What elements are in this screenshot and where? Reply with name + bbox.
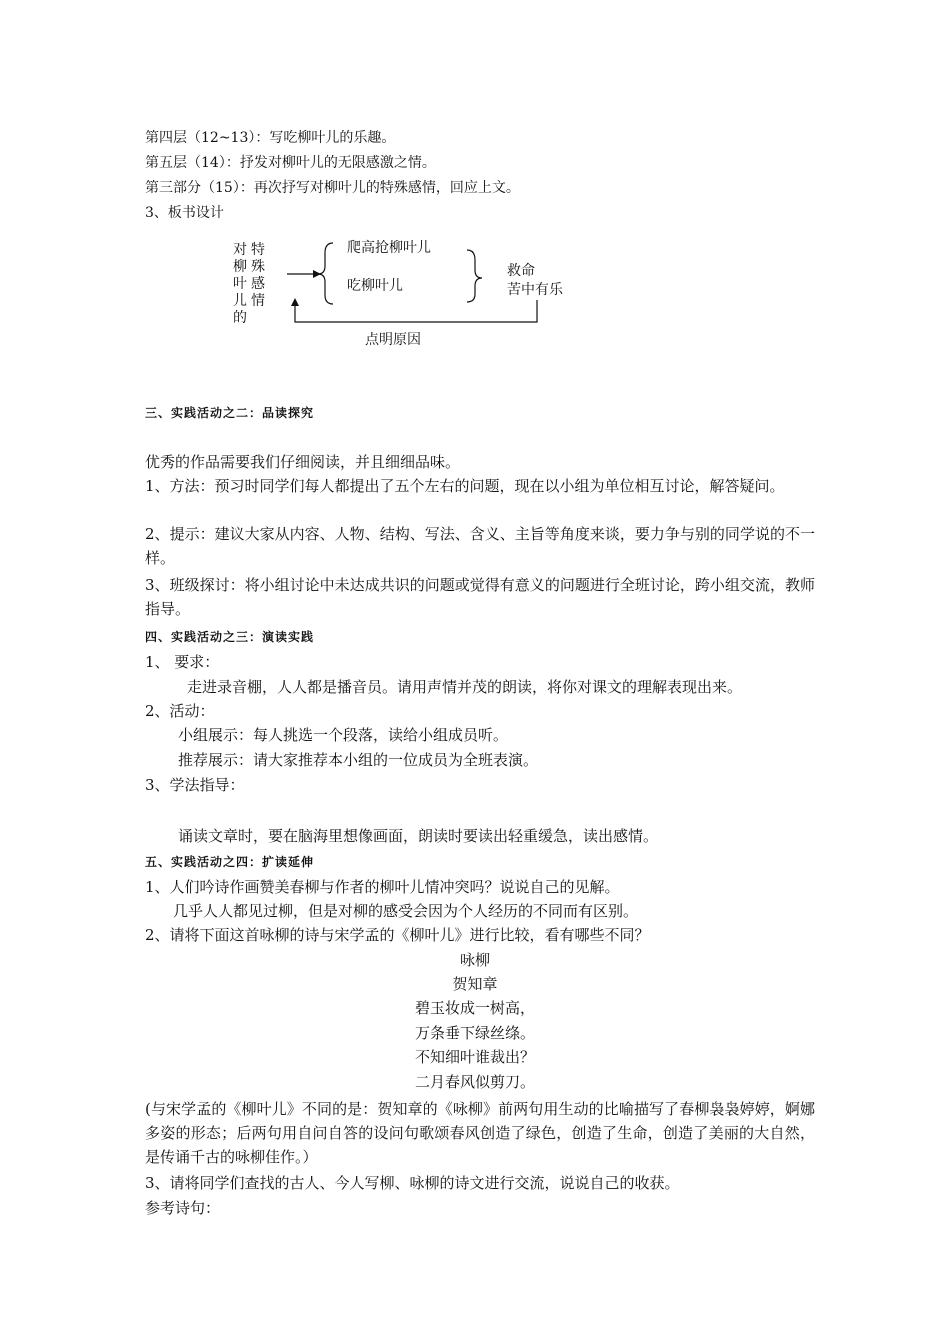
board-left-column-1 bbox=[233, 242, 247, 326]
section-three-discussion: 3、班级探讨：将小组讨论中未达成共识的问题或觉得有意义的问题进行全班讨论，跨小组交流，教师指导。 bbox=[145, 576, 815, 618]
board-item-eat: 吃柳叶儿 bbox=[347, 278, 403, 294]
part-three-line: 第三部分（15）：再次抒写对柳叶儿的特殊感情，回应上文。 bbox=[145, 180, 520, 196]
board-left-char: 对 bbox=[233, 242, 247, 258]
board-result-save-life: 救命 bbox=[507, 263, 535, 279]
poem-author: 贺知章 bbox=[452, 975, 498, 993]
board-result-joy: 苦中有乐 bbox=[507, 282, 563, 298]
board-left-char: 特 bbox=[251, 242, 265, 258]
section-four-activity-label: 2、活动： bbox=[145, 702, 215, 720]
board-left-column-2 bbox=[251, 241, 265, 309]
section-four-recommend-show: 推荐展示：请大家推荐本小组的一位成员为全班表演。 bbox=[178, 751, 539, 769]
section-five-question-2: 2、请将下面这首咏柳的诗与宋学孟的《柳叶儿》进行比较，看有哪些不同？ bbox=[145, 926, 650, 944]
section-five-question-3: 3、请将同学们查找的古人、今人写柳、咏柳的诗文进行交流，说说自己的收获。 bbox=[145, 1174, 680, 1192]
section-four-req-label: 1、 要求： bbox=[145, 653, 220, 671]
board-left-char: 叶 bbox=[233, 276, 247, 292]
board-left-char: 殊 bbox=[251, 259, 265, 275]
board-left-char: 柳 bbox=[233, 259, 247, 275]
poem-line: 万条垂下绿丝绦。 bbox=[414, 1024, 535, 1042]
poem-line: 二月春风似剪刀。 bbox=[414, 1073, 535, 1091]
right-brace-icon bbox=[467, 250, 482, 302]
board-left-char: 的 bbox=[233, 310, 247, 326]
board-left-char: 儿 bbox=[233, 293, 247, 309]
board-bottom-label: 点明原因 bbox=[365, 332, 421, 348]
poem-comparison: (与宋学孟的《柳叶儿》不同的是：贺知章的《咏柳》前两句用生动的比喻描写了春柳袅袅婷婷，婀娜多姿的形态；后两句用自问自答的设问句歌颂春风创造了绿色，创造了生命，创造了美丽的大自然，是传诵千古的咏柳佳作。） bbox=[145, 1100, 815, 1166]
board-left-char: 情 bbox=[251, 293, 265, 309]
section-three-intro: 优秀的作品需要我们仔细阅读，并且细细品味。 bbox=[145, 453, 461, 471]
board-design-diagram bbox=[225, 228, 595, 358]
layer-four-line: 第四层（12~13）：写吃柳叶儿的乐趣。 bbox=[145, 130, 396, 146]
section-four-req-text: 走进录音棚，人人都是播音员。请用声情并茂的朗读，将你对课文的理解表现出来。 bbox=[187, 678, 743, 696]
board-left-char: 感 bbox=[251, 276, 265, 292]
section-four-method-label: 3、学法指导： bbox=[145, 776, 245, 794]
board-design-title: 3、板书设计 bbox=[145, 205, 224, 221]
section-four-method-text: 诵读文章时，要在脑海里想像画面，朗读时要读出轻重缓急，读出感情。 bbox=[178, 827, 659, 845]
section-four-group-show: 小组展示：每人挑选一个段落，读给小组成员听。 bbox=[178, 726, 509, 744]
poem-title: 咏柳 bbox=[459, 951, 490, 969]
section-five-answer-1: 几乎人人都见过柳，但是对柳的感受会因为个人经历的不同而有区别。 bbox=[173, 902, 639, 920]
layer-five-line: 第五层（14）：抒发对柳叶儿的无限感激之情。 bbox=[145, 155, 436, 171]
section-three-tips: 2、提示：建议大家从内容、人物、结构、写法、含义、主旨等角度来谈，要力争与别的同学说的不一样。 bbox=[145, 525, 815, 567]
section-three-method: 1、方法：预习时同学们每人都提出了五个左右的问题，现在以小组为单位相互讨论，解答疑问。 bbox=[145, 477, 785, 495]
section-four-heading: 四、实践活动之三：演读实践 bbox=[145, 630, 315, 644]
section-five-heading: 五、实践活动之四：扩读延伸 bbox=[145, 855, 315, 869]
left-brace-icon bbox=[318, 243, 333, 304]
section-three-heading: 三、实践活动之二：品读探究 bbox=[145, 406, 315, 420]
section-five-question-1: 1、人们吟诗作画赞美春柳与作者的柳叶儿情冲突吗？说说自己的见解。 bbox=[145, 878, 620, 896]
poem-line: 碧玉妆成一树高， bbox=[414, 999, 535, 1017]
reference-label: 参考诗句： bbox=[145, 1199, 221, 1217]
board-item-climb: 爬高抢柳叶儿 bbox=[347, 240, 431, 256]
up-arrow-icon bbox=[291, 298, 299, 306]
poem-line: 不知细叶谁裁出？ bbox=[414, 1048, 535, 1066]
